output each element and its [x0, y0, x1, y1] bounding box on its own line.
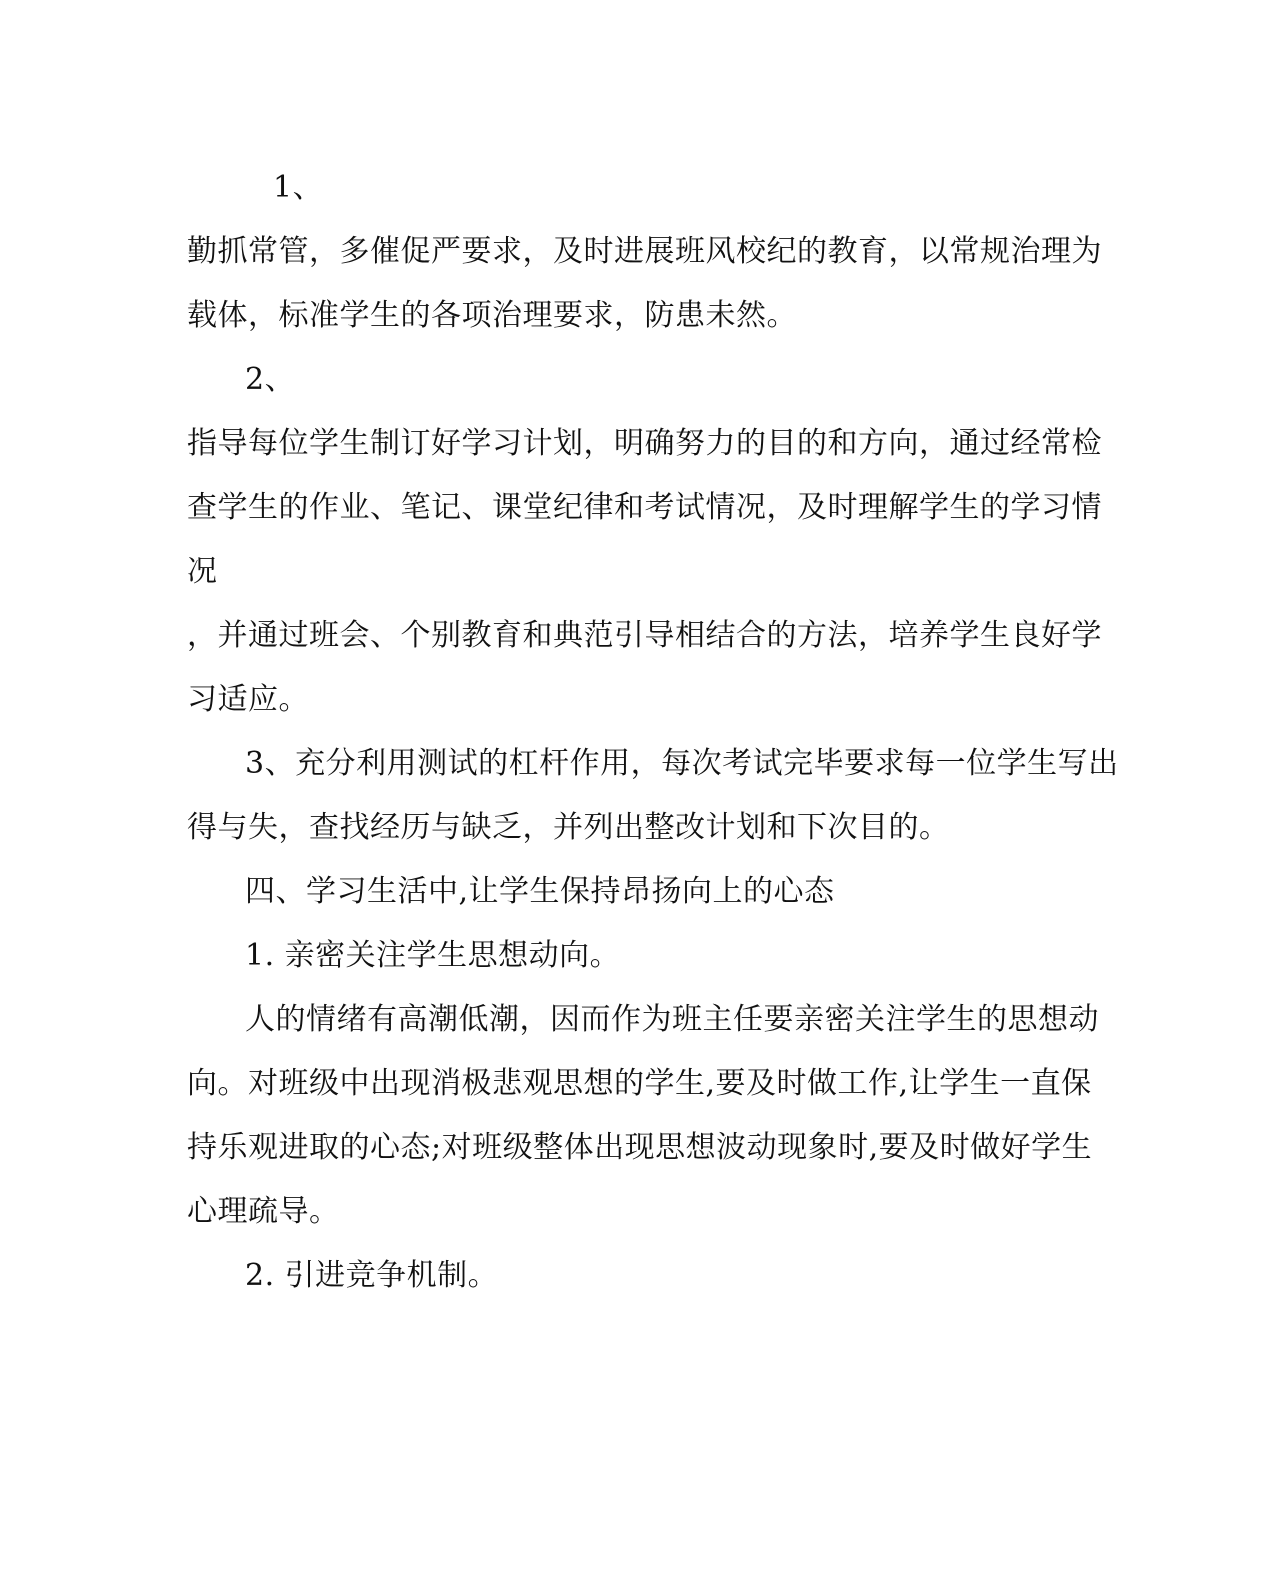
paragraph-line: 向。对班级中出现消极悲观思想的学生,要及时做工作,让学生一直保 [187, 1066, 1092, 1101]
paragraph-line: 勤抓常管，多催促严要求，及时进展班风校纪的教育，以常规治理为 [187, 234, 1102, 269]
section-heading: 四、学习生活中,让学生保持昂扬向上的心态 [245, 874, 835, 909]
paragraph-line: 心理疏导。 [187, 1194, 340, 1229]
subheading: 1. 亲密关注学生思想动向。 [245, 938, 621, 973]
paragraph-line: 习适应。 [187, 682, 309, 717]
paragraph-line: 载体，标准学生的各项治理要求，防患未然。 [187, 298, 797, 333]
paragraph-line: 3、充分利用测试的杠杆作用，每次考试完毕要求每一位学生写出 [245, 746, 1119, 781]
paragraph-line: 查学生的作业、笔记、课堂纪律和考试情况，及时理解学生的学习情 [187, 490, 1102, 525]
item-number-2: 2、 [245, 362, 296, 397]
paragraph-line: 人的情绪有高潮低潮，因而作为班主任要亲密关注学生的思想动 [245, 1002, 1099, 1037]
paragraph-line: 得与失，查找经历与缺乏，并列出整改计划和下次目的。 [187, 810, 950, 845]
subheading: 2. 引进竞争机制。 [245, 1258, 499, 1293]
paragraph-line: 指导每位学生制订好学习计划，明确努力的目的和方向，通过经常检 [187, 426, 1102, 461]
paragraph-line: 况 [187, 554, 218, 589]
paragraph-line: 持乐观进取的心态;对班级整体出现思想波动现象时,要及时做好学生 [187, 1130, 1093, 1165]
paragraph-line: ，并通过班会、个别教育和典范引导相结合的方法，培养学生良好学 [187, 618, 1102, 653]
item-number-1: 1、 [273, 170, 324, 205]
